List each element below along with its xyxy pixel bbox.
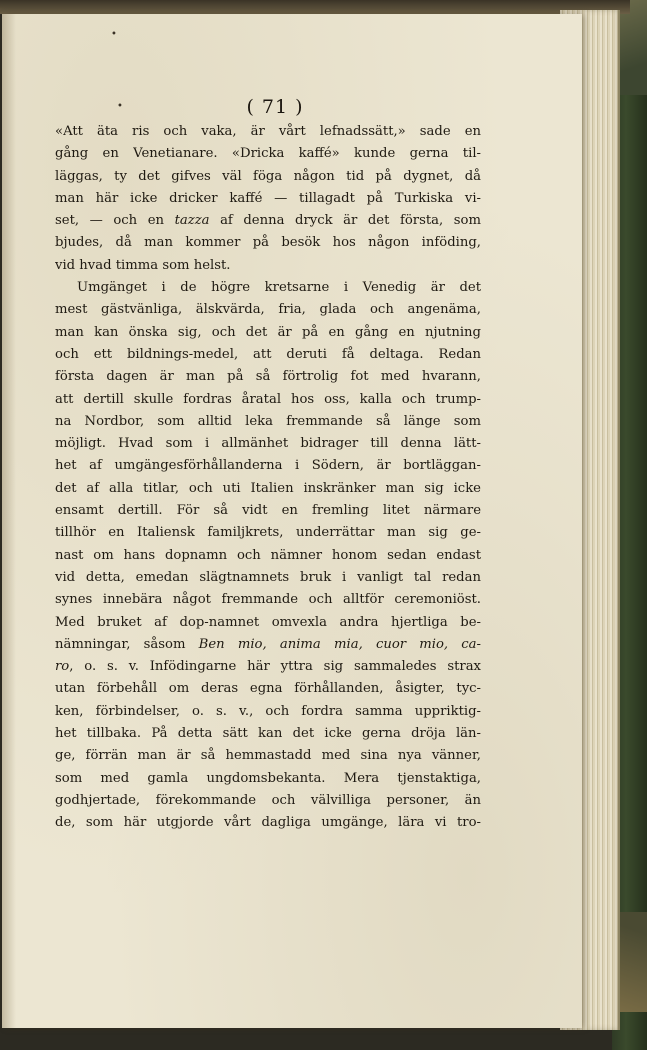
- text-line: set, — och en tazza af denna dryck är det första, som: [55, 213, 481, 229]
- text-line: Med bruket af dop-namnet omvexla andra hjertliga be-: [55, 614, 481, 630]
- text-line: det af alla titlar, och uti Italien inskränker man sig icke: [55, 480, 481, 496]
- text-line: läggas, ty det gifves väl föga någon tid på dygnet, då: [55, 168, 481, 184]
- text-line: att dertill skulle fordras åratal hos oss, kalla och trump-: [55, 391, 481, 407]
- text-line: första dagen är man på så förtrolig fot med hvarann,: [55, 369, 481, 385]
- text-line: «Att äta ris och vaka, är vårt lefnadssätt,» sade en: [55, 124, 481, 139]
- text-line: vid detta, emedan slägtnamnets bruk i vanligt tal redan: [55, 569, 481, 585]
- text-line: het af umgängesförhållanderna i Södern, är bortläggan-: [55, 458, 481, 474]
- text-line: nämningar, såsom Ben mio, anima mia, cuor mio, ca-: [55, 636, 481, 652]
- ink-speck: •: [111, 29, 117, 40]
- ink-speck: •: [117, 101, 123, 112]
- italic-word: ro: [55, 659, 70, 675]
- gutter-shadow: [2, 14, 16, 1028]
- italic-word: tazza: [174, 213, 210, 229]
- text-line: gång en Venetianare. «Dricka kaffé» kunde gerna til-: [55, 146, 481, 162]
- text-line: mest gästvänliga, älskvärda, fria, glada och angenäma,: [55, 302, 481, 318]
- text-line: na Nordbor, som alltid leka fremmande så länge som: [55, 413, 481, 429]
- text-line: möjligt. Hvad som i allmänhet bidrager till denna lätt-: [55, 436, 481, 452]
- text-line: ge, förrän man är så hemmastadd med sina nya vänner,: [55, 748, 481, 764]
- text-line: som med gamla ungdomsbekanta. Mera tjenstaktiga,: [55, 770, 481, 786]
- text-line: de, som här utgjorde vårt dagliga umgänge, lära vi tro-: [55, 815, 481, 831]
- text-line: man här icke dricker kaffé — tillagadt på Turkiska vi-: [55, 190, 481, 206]
- text-line: bjudes, då man kommer på besök hos någon inföding,: [55, 235, 481, 251]
- body-text: [55, 121, 481, 835]
- text-line: ensamt dertill. För så vidt en fremling litet närmare: [55, 503, 481, 519]
- text-line: het tillbaka. På detta sätt kan det icke gerna dröja län-: [55, 726, 481, 742]
- text-line: godhjertade, förekommande och välvilliga personer, än: [55, 792, 481, 808]
- text-line: och ett bildnings-medel, att deruti få deltaga. Redan: [55, 346, 481, 362]
- text-line: nast om hans dopnamn och nämner honom sedan endast: [55, 547, 481, 563]
- text-line: utan förbehåll om deras egna förhållanden, åsigter, tyc-: [55, 681, 481, 697]
- page-top-edge: [0, 0, 630, 14]
- text-line: ro, o. s. v. Infödingarne här yttra sig sammaledes strax: [55, 659, 481, 675]
- italic-phrase: Ben mio, anima mia, cuor mio, ca-: [198, 636, 481, 652]
- text-line: Umgänget i de högre kretsarne i Venedig är det: [77, 280, 481, 296]
- text-line: man kan önska sig, och det är på en gång en njutning: [55, 324, 481, 340]
- text-line: synes innebära något fremmande och alltför ceremoniöst.: [55, 592, 481, 608]
- text-line: ken, förbindelser, o. s. v., och fordra samma uppriktig-: [55, 703, 481, 719]
- page-number: ( 71 ): [246, 96, 304, 118]
- text-line: tillhör en Italiensk familjkrets, underrättar man sig ge-: [55, 525, 481, 541]
- text-line: vid hvad timma som helst.: [55, 257, 231, 273]
